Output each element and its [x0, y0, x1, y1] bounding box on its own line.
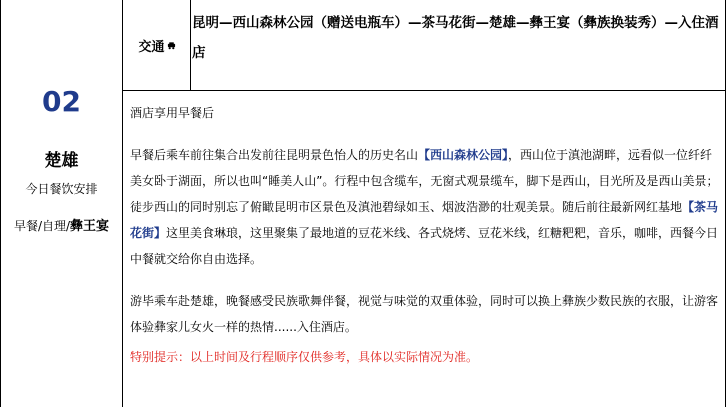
meal-line: [1, 215, 122, 234]
transport-text: 交通: [138, 39, 165, 55]
para1-part-c: 这里美食琳琅，这里聚集了最地道的豆花米线、各式烧烤、豆花米线，红糖粑粑，音乐，咖啡，西餐今日中餐就交给你自由选择。: [130, 226, 719, 266]
meal-prefix: 早餐/自理/: [13, 219, 71, 233]
para1-part-b: ，西山位于滇池湖畔，远看似一位纤纤美女卧于湖面，所以也叫“睡美人山”。行程中包含缆车，无窗式观景缆车，脚下是西山，目光所及是西山美景；徒步西山的同时别忘了俯瞰昆明市区景色及滇池碧绿如玉、烟波浩渺的壮观美景。随后前往最新网红基地: [130, 148, 719, 214]
meal-highlight: 彝王宴: [70, 219, 110, 234]
day-number: 02: [42, 85, 81, 118]
day-content: [130, 92, 720, 370]
route-text: 昆明—西山森林公园（赠送电瓶车）—茶马花街—楚雄—彝王宴（彝族换装秀）—入住酒店: [192, 15, 719, 61]
paragraph-2: 游毕乘车赴楚雄，晚餐感受民族歌舞伴餐，视觉与味觉的双重体验，同时可以换上彝族少数民族的衣服，让游客体验彝家儿女火一样的热情......入住酒店。: [130, 294, 719, 334]
car-icon: [167, 41, 176, 50]
transport-label: [124, 0, 191, 90]
meal-title: 今日餐饮安排: [25, 182, 98, 196]
row-divider: [123, 90, 726, 91]
highlight-xishan: 【西山森林公园】: [418, 148, 509, 162]
day-city: 楚雄: [44, 151, 79, 171]
day-column: [1, 0, 123, 407]
paragraph-1: [130, 142, 720, 272]
highlight-chamahuajie: 【茶马花街】: [130, 200, 719, 240]
para1-part-a: 早餐后乘车前往集合出发前往昆明景色怡人的历史名山: [130, 148, 419, 162]
special-note: 特别提示：以上时间及行程顺序仅供参考，具体以实际情况为准。: [130, 350, 479, 364]
breakfast-line: 酒店享用早餐后: [130, 106, 215, 120]
